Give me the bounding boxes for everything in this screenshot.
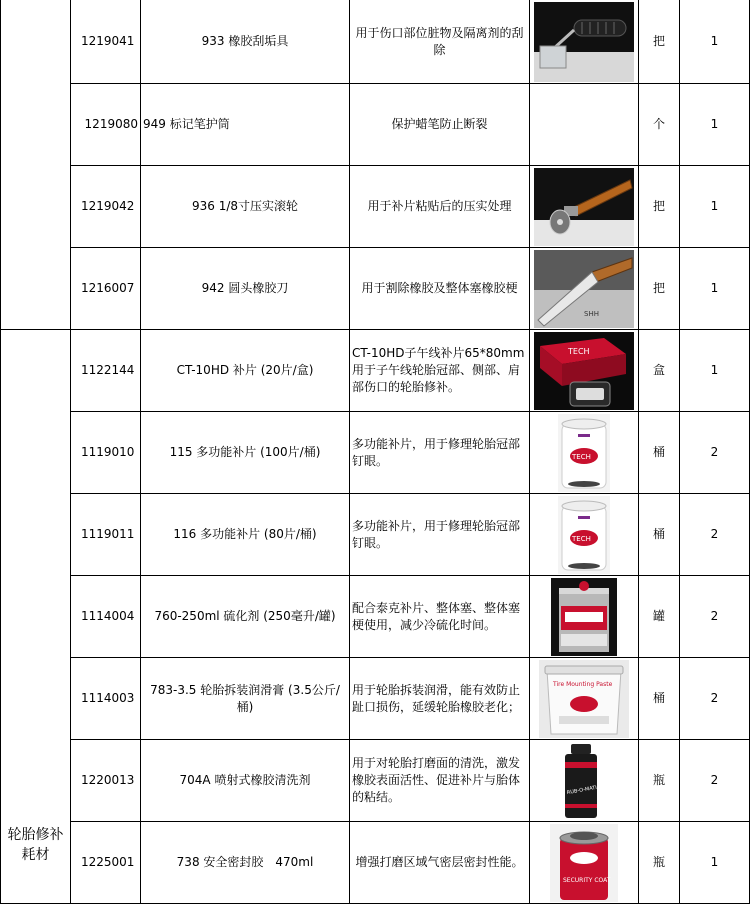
table-row — [1, 166, 750, 248]
item-name: 949 标记笔护筒 — [141, 84, 350, 166]
table-row — [1, 740, 750, 822]
item-description: 用于割除橡胶及整体塞橡胶梗 — [350, 248, 530, 330]
item-code: 1114003 — [71, 658, 141, 740]
table-row — [1, 822, 750, 904]
item-quantity: 1 — [680, 166, 750, 248]
spray-can-image — [559, 742, 609, 820]
sealant-label: SECURITY COAT — [563, 876, 611, 884]
item-quantity: 1 — [680, 84, 750, 166]
knife-mark-text: SHH — [584, 309, 599, 318]
scraper-tool-image — [534, 2, 634, 82]
item-unit: 桶 — [639, 658, 680, 740]
item-image-cell — [530, 412, 639, 494]
item-name: 704A 喷射式橡胶清洗剂 — [141, 740, 350, 822]
sealant-can-image — [550, 824, 618, 902]
item-image-cell — [530, 0, 639, 84]
item-quantity: 2 — [680, 740, 750, 822]
item-name: 116 多功能补片 (80片/桶) — [141, 494, 350, 576]
roller-tool-image — [534, 168, 634, 246]
item-description: 用于补片粘贴后的压实处理 — [350, 166, 530, 248]
item-image-cell — [530, 822, 639, 904]
item-code: 1114004 — [71, 576, 141, 658]
item-unit: 把 — [639, 248, 680, 330]
item-description: 配合泰克补片、整体塞、整体塞梗使用，减少冷硫化时间。 — [350, 576, 530, 658]
item-image-cell — [530, 658, 639, 740]
item-image-cell — [530, 84, 639, 166]
item-code: 1220013 — [71, 740, 141, 822]
category-cell: 轮胎修补耗材 — [1, 330, 71, 904]
item-code: 1216007 — [71, 248, 141, 330]
item-unit: 瓶 — [639, 822, 680, 904]
item-description: CT-10HD子午线补片65*80mm用于子午线轮胎冠部、侧部、肩部伤口的轮胎修补。 — [350, 330, 530, 412]
item-unit: 桶 — [639, 412, 680, 494]
table-row — [1, 576, 750, 658]
item-name: 760-250ml 硫化剂 (250毫升/罐) — [141, 576, 350, 658]
lube-bucket-image — [539, 660, 629, 738]
item-name: 942 圆头橡胶刀 — [141, 248, 350, 330]
item-quantity: 1 — [680, 822, 750, 904]
table-row — [1, 412, 750, 494]
item-code: 1219041 — [71, 0, 141, 84]
item-image-cell — [530, 166, 639, 248]
item-image-cell — [530, 248, 639, 330]
lube-label: Tire Mounting Paste — [553, 680, 613, 688]
table-row — [1, 658, 750, 740]
item-name: 738 安全密封胶 470ml — [141, 822, 350, 904]
patch-tub-image — [558, 414, 610, 492]
item-image-cell — [530, 576, 639, 658]
item-image-cell — [530, 740, 639, 822]
cement-can-image — [551, 578, 617, 656]
item-code: 1119010 — [71, 412, 141, 494]
item-description: 多功能补片，用于修理轮胎冠部钉眼。 — [350, 412, 530, 494]
table-row — [1, 248, 750, 330]
item-code: 1219042 — [71, 166, 141, 248]
item-name: 936 1/8寸压实滚轮 — [141, 166, 350, 248]
item-description: 多功能补片，用于修理轮胎冠部钉眼。 — [350, 494, 530, 576]
patch-box-image — [534, 332, 634, 410]
item-unit: 把 — [639, 0, 680, 84]
item-quantity: 2 — [680, 576, 750, 658]
item-code: 1119011 — [71, 494, 141, 576]
item-name: 933 橡胶刮垢具 — [141, 0, 350, 84]
table-row — [1, 0, 750, 84]
table-row — [1, 494, 750, 576]
item-quantity: 2 — [680, 494, 750, 576]
item-code: 1225001 — [71, 822, 141, 904]
item-unit: 把 — [639, 166, 680, 248]
rubber-knife-image — [534, 250, 634, 328]
item-unit: 个 — [639, 84, 680, 166]
patch-box-brand: TECH — [568, 346, 590, 356]
item-quantity: 1 — [680, 248, 750, 330]
category-cell — [1, 0, 71, 330]
patch-tub-image — [558, 496, 610, 574]
item-description: 用于轮胎拆装润滑，能有效防止趾口损伤，延缓轮胎橡胶老化； — [350, 658, 530, 740]
spray-label: RUB-O-MATIC — [566, 783, 601, 796]
item-description: 增强打磨区域气密层密封性能。 — [350, 822, 530, 904]
item-description: 保护蜡笔防止断裂 — [350, 84, 530, 166]
item-unit: 盒 — [639, 330, 680, 412]
item-code: 1219080 — [71, 84, 141, 166]
item-unit: 罐 — [639, 576, 680, 658]
item-quantity: 1 — [680, 0, 750, 84]
table-row — [1, 84, 750, 166]
item-quantity: 2 — [680, 658, 750, 740]
item-name: 783-3.5 轮胎拆装润滑膏 (3.5公斤/桶) — [141, 658, 350, 740]
item-name: 115 多功能补片 (100片/桶) — [141, 412, 350, 494]
item-image-cell — [530, 494, 639, 576]
item-description: 用于伤口部位脏物及隔离剂的刮除 — [350, 0, 530, 84]
item-quantity: 1 — [680, 330, 750, 412]
item-image-cell — [530, 330, 639, 412]
item-quantity: 2 — [680, 412, 750, 494]
item-description: 用于对轮胎打磨面的清洗，激发橡胶表面活性、促进补片与胎体的粘结。 — [350, 740, 530, 822]
item-name: CT-10HD 补片 (20片/盒) — [141, 330, 350, 412]
table-row — [1, 330, 750, 412]
item-code: 1122144 — [71, 330, 141, 412]
item-unit: 瓶 — [639, 740, 680, 822]
tub-brand: TECH — [572, 534, 591, 543]
tub-brand: TECH — [572, 452, 591, 461]
item-unit: 桶 — [639, 494, 680, 576]
